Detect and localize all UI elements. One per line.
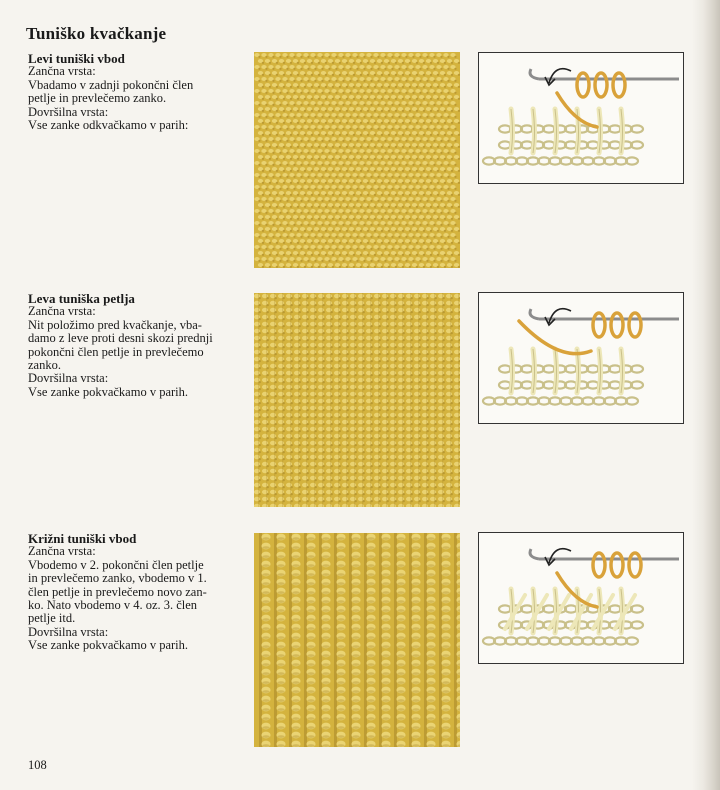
section-heading: Leva tuniška petlja	[28, 291, 135, 306]
text-line: damo z leve proti desni skozi prednji	[28, 331, 213, 346]
section-heading: Križni tuniški vbod	[28, 531, 137, 546]
section-leva-tuniska-petlja	[28, 292, 240, 399]
section-krizni-tuniski-vbod	[28, 532, 240, 653]
knit-swatch-image	[254, 533, 460, 747]
page-number: 108	[28, 758, 47, 772]
stitch-diagram-image	[478, 292, 684, 424]
text-line: in prevlečemo zanko, vbodemo v 1.	[28, 571, 207, 586]
text-line: Dovršilna vrsta:	[28, 371, 109, 386]
text-line: petlje in prevlečemo zanko.	[28, 91, 167, 106]
text-line: Dovršilna vrsta:	[28, 624, 109, 639]
knit-swatch-image	[254, 52, 460, 268]
stitch-diagram-image	[478, 532, 684, 664]
text-line: Vbadamo v zadnji pokončni člen	[28, 77, 194, 92]
text-line: Dovršilna vrsta:	[28, 104, 109, 119]
text-line: Nit položimo pred kvačkanje, vba-	[28, 317, 202, 332]
page-edge-shadow	[692, 0, 720, 790]
text-line: Vse zanke odkvačkamo v parih:	[28, 118, 189, 133]
text-line: ko. Nato vbodemo v 4. oz. 3. člen	[28, 598, 198, 613]
section-heading: Levi tuniški vbod	[28, 51, 125, 66]
page-title: Tuniško kvačkanje	[26, 24, 167, 43]
text-line: Vbodemo v 2. pokončni člen petlje	[28, 557, 204, 572]
text-line: zanko.	[28, 358, 61, 373]
text-line: Zančna vrsta:	[28, 544, 96, 559]
knit-swatch-image	[254, 293, 460, 507]
text-line: Zančna vrsta:	[28, 64, 96, 79]
text-line: Vse zanke pokvačkamo v parih.	[28, 384, 189, 399]
stitch-diagram-image	[478, 52, 684, 184]
text-line: petlje itd.	[28, 611, 76, 626]
text-line: pokončni člen petlje in prevlečemo	[28, 344, 204, 359]
text-line: Vse zanke pokvačkamo v parih.	[28, 638, 189, 653]
section-levi-tuniski-vbod	[28, 52, 240, 132]
text-line: člen petlje in prevlečemo novo zan-	[28, 584, 207, 599]
text-line: Zančna vrsta:	[28, 304, 96, 319]
